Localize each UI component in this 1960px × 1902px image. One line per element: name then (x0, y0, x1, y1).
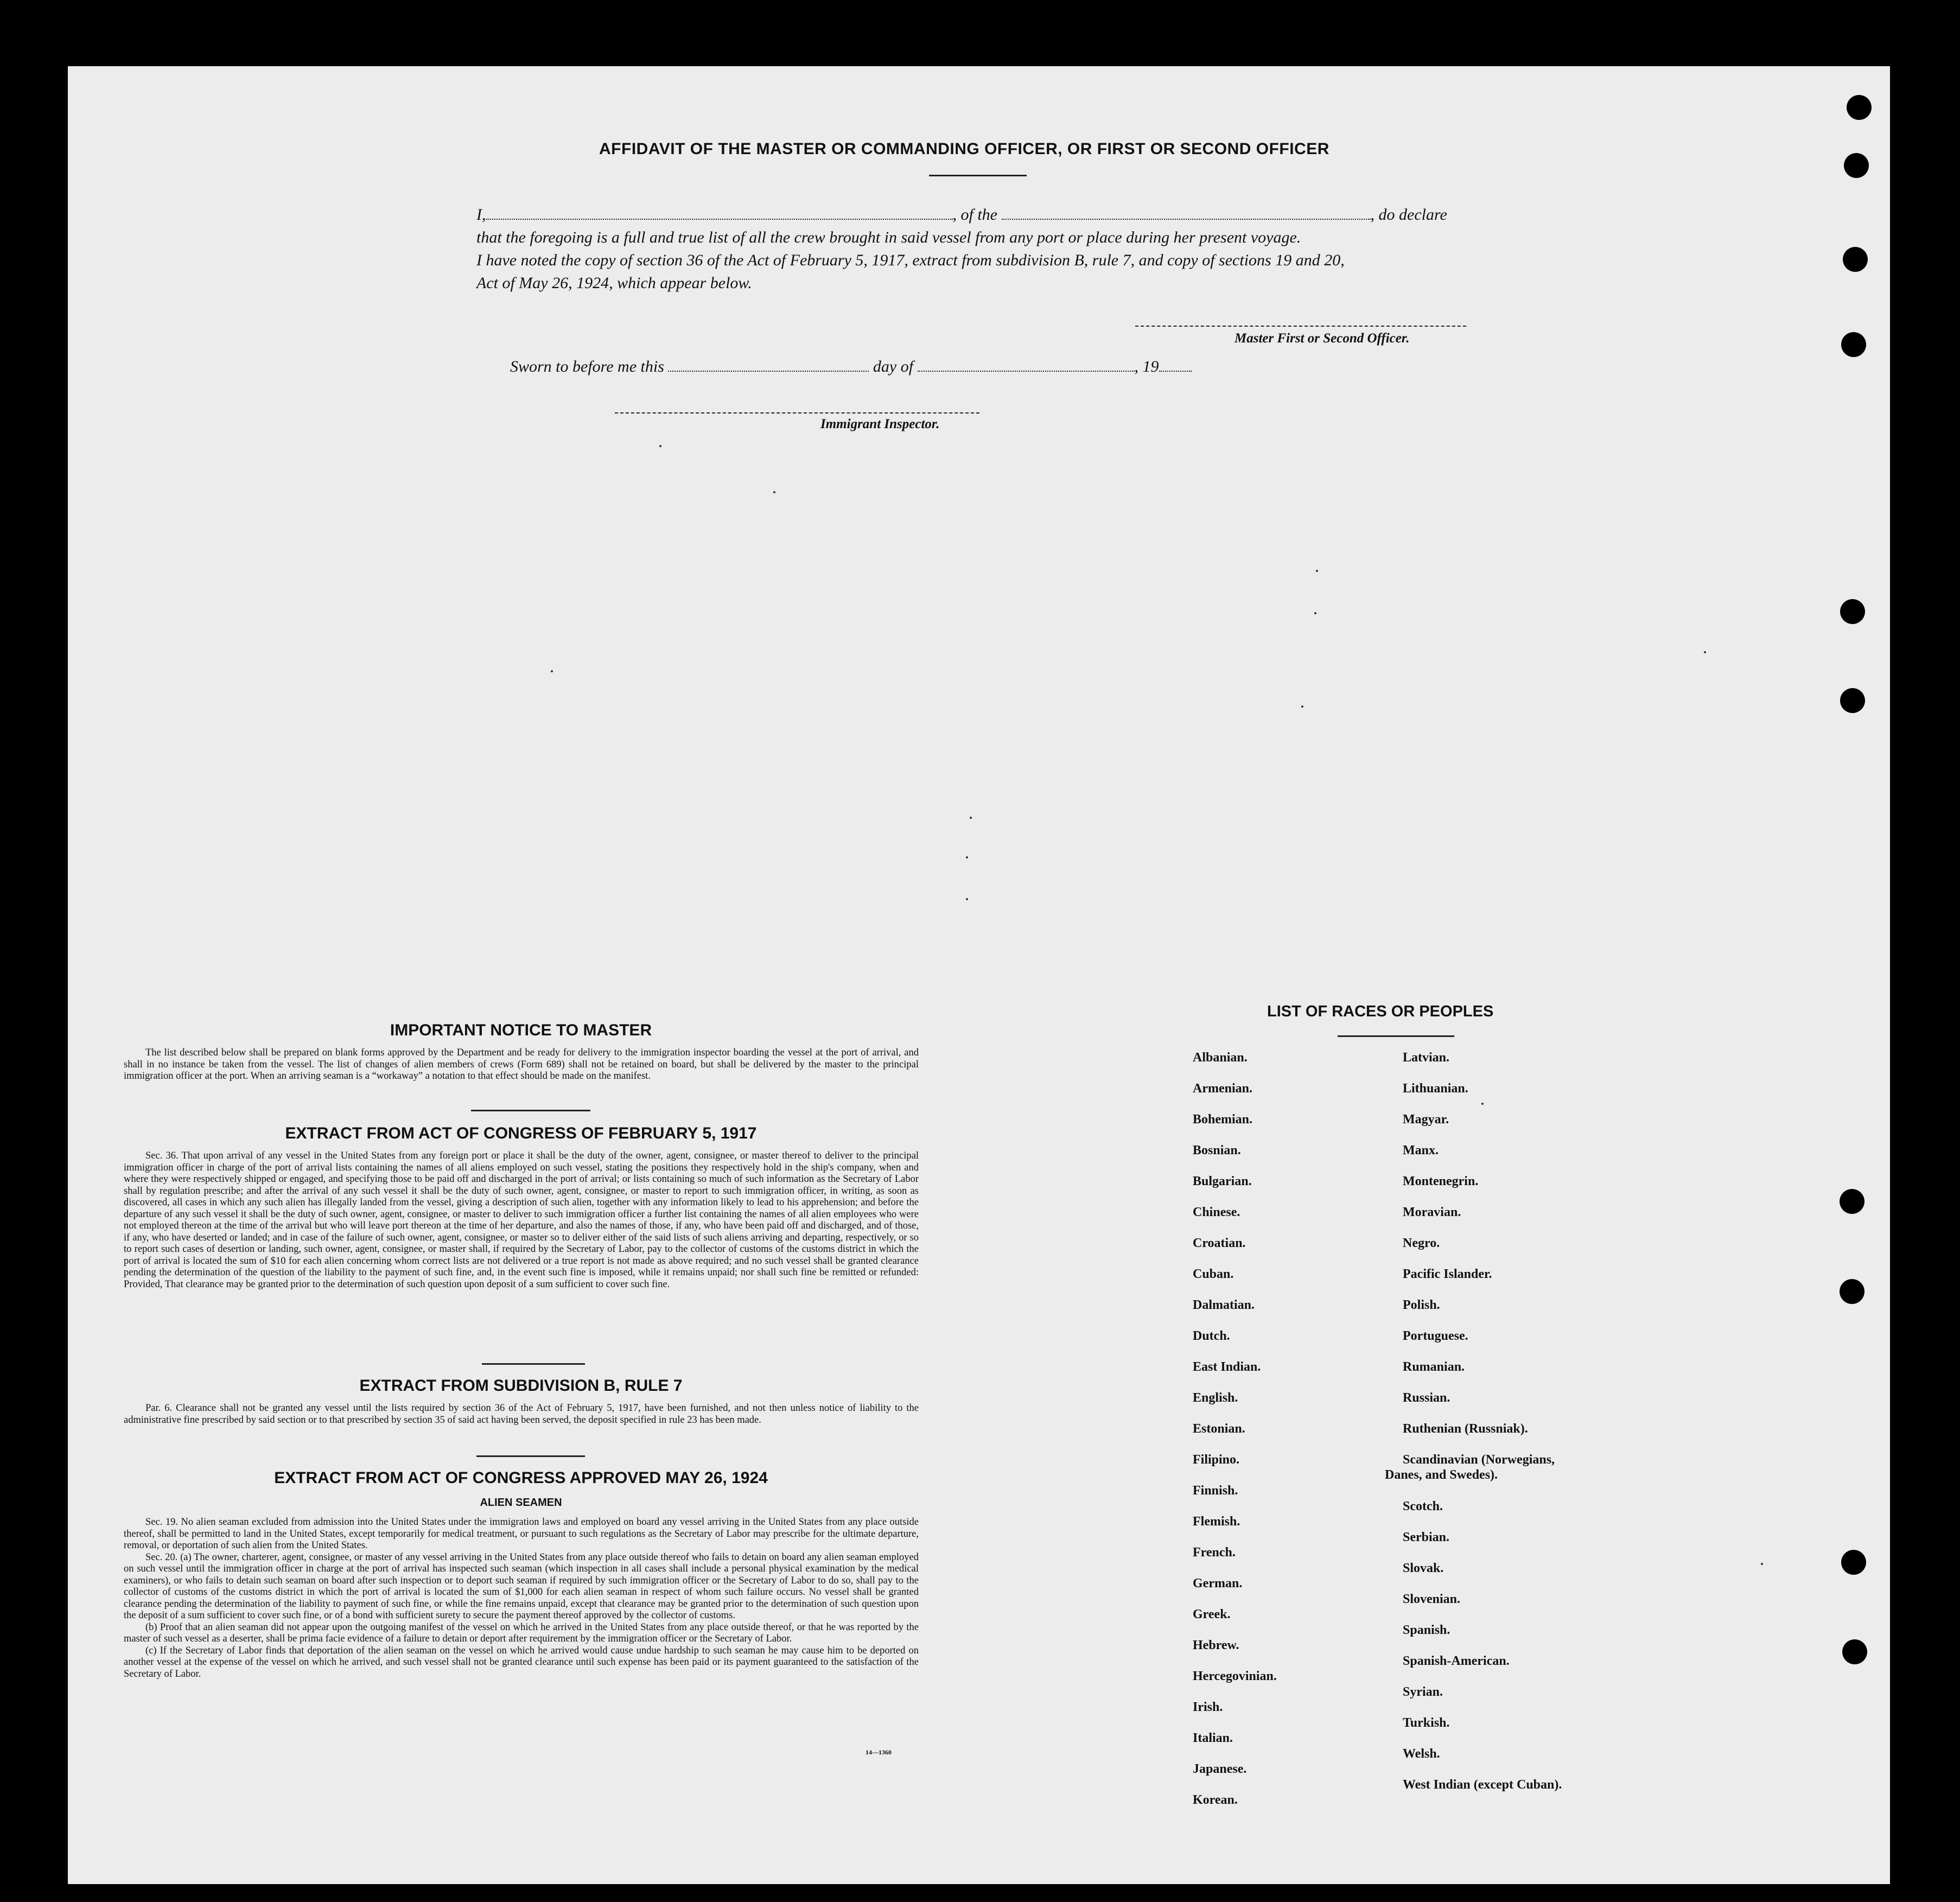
declaration-text: , do declare (1370, 206, 1447, 224)
race-item: Dutch. (1193, 1329, 1230, 1343)
divider (482, 1363, 585, 1365)
scan-speck (773, 491, 775, 493)
race-item: East Indian. (1193, 1360, 1261, 1374)
race-item: Spanish-American. (1403, 1654, 1510, 1668)
sworn-text: day of (873, 358, 914, 376)
sworn-day-blank[interactable] (668, 371, 869, 372)
race-item: Chinese. (1193, 1205, 1240, 1219)
race-item: Polish. (1403, 1298, 1440, 1312)
rule-7-text (124, 1403, 919, 1426)
affidavit-title: AFFIDAVIT OF THE MASTER OR COMMANDING OFFICER, OR FIRST OR SECOND OFFICER (599, 140, 1329, 158)
scan-speck (1314, 612, 1316, 614)
declaration-line-4: Act of May 26, 1924, which appear below. (476, 274, 752, 292)
declaration-line-1 (476, 203, 1486, 226)
race-item: Pacific Islander. (1403, 1267, 1492, 1281)
race-item: Dalmatian. (1193, 1298, 1255, 1312)
scan-speck (966, 856, 968, 858)
declaration-line-3: I have noted the copy of section 36 of the Act of February 5, 1917, extract from subdivision B, rule 7, and copy of sections 19 and 20, (476, 251, 1345, 269)
master-signature-line[interactable] (1135, 326, 1466, 327)
race-item: Moravian. (1403, 1205, 1461, 1219)
race-item: West Indian (except Cuban). (1403, 1778, 1562, 1792)
binder-hole (1843, 247, 1868, 272)
race-item: Syrian. (1403, 1685, 1443, 1699)
binder-hole (1844, 153, 1869, 178)
name-blank[interactable] (486, 219, 953, 220)
extract-1917-title: EXTRACT FROM ACT OF CONGRESS OF FEBRUARY 5, 1917 (285, 1124, 757, 1142)
race-item: Flemish. (1193, 1515, 1240, 1529)
race-item: Scotch. (1403, 1499, 1443, 1513)
sworn-year-blank[interactable] (1159, 371, 1192, 372)
race-item: Ruthenian (Russniak). (1403, 1422, 1528, 1436)
race-item: French. (1193, 1545, 1236, 1560)
race-item: Slovenian. (1403, 1592, 1461, 1606)
race-item: Danes, and Swedes). (1385, 1468, 1498, 1482)
race-item: Irish. (1193, 1700, 1223, 1714)
notice-title: IMPORTANT NOTICE TO MASTER (390, 1021, 652, 1039)
extract-1917-text (124, 1150, 919, 1290)
rule-7-paragraph: Par. 6. Clearance shall not be granted any vessel until the lists required by section 36 of the Act of February 5, 1917, have been furnished, and not then unless notice of liability to the administrative fine prescribed by said section or to that prescribed by section 35 of said act having been served, the deposit specified in rule 23 has been made. (124, 1403, 919, 1426)
race-item: Serbian. (1403, 1530, 1450, 1544)
scan-speck (1481, 1103, 1484, 1105)
race-item: Latvian. (1403, 1051, 1450, 1065)
binder-hole (1840, 599, 1865, 624)
inspector-signature-line[interactable] (615, 412, 979, 414)
divider (929, 175, 1027, 176)
race-item: Welsh. (1403, 1747, 1440, 1761)
race-item: Estonian. (1193, 1422, 1245, 1436)
section-36-paragraph: Sec. 36. That upon arrival of any vessel in the United States from any foreign port or place it shall be the duty of the owner, agent, consignee, or master thereof to deliver to the principal immigration officer in charge of the port of arrival lists containing the names of all aliens employed on such vessel, stating the positions they respectively hold in the ship's company, when and where they were respectively shipped or engaged, and specifying those to be paid off and discharged in the port of arrival; or lists containing so much of such information as the Secretary of Labor shall by regulation prescribe; and after the arrival of any such vessel it shall be the duty of such owner, agent, consignee, or master to report to such immigration officer, in writing, as soon as discovered, all cases in which any such alien has illegally landed from the vessel, giving a description of such alien, together with any information likely to lead to his apprehension; and before the departure of any such vessel it shall be the duty of such owner, agent, consignee, or master to deliver to such immigration officer a further list containing the names of all alien employees who were not employed thereon at the time of the arrival but who will leave port thereon at the time of her departure, and also the names of those, if any, who have been paid off and discharged, and of those, if any, who have deserted or landed; and in case of the failure of such owner, agent, consignee, or master so to deliver either of the said lists of such aliens arriving and departing, respectively, or so to report such cases of desertion or landing, such owner, agent, consignee, or master shall, if required by the Secretary of Labor, pay to the collector of customs of the customs district in which the port of arrival is located the sum of $10 for each alien concerning whom correct lists are not delivered or a true report is not made as above required; and no such vessel shall be granted clearance pending the determination of the question of the liability to the payment of such fine, and, in the event such fine is imposed, while it remains unpaid; nor shall such fine be remitted or refunded: Provided, That clearance may be granted prior to the determination of such question upon deposit of a sum sufficient to cover such fine. (124, 1150, 919, 1290)
race-item: Hercegovinian. (1193, 1669, 1277, 1683)
race-item: Croatian. (1193, 1236, 1246, 1250)
declaration-text: I, (476, 206, 486, 224)
race-item: German. (1193, 1576, 1243, 1591)
section-20c-paragraph: (c) If the Secretary of Labor finds that deportation of the alien seaman on the vessel on which he arrived would cause undue hardship to such seaman he may cause him to be deported on another vessel at the expense of the vessel on which he arrived, and such vessel shall not be granted clearance until such expense has been paid or its payment guaranteed to the satisfaction of the Secretary of Labor. (124, 1645, 919, 1680)
race-item: Armenian. (1193, 1082, 1252, 1096)
sworn-month-blank[interactable] (918, 371, 1135, 372)
notice-paragraph: The list described below shall be prepared on blank forms approved by the Department and be ready for delivery to the immigration inspector boarding the vessel at the port of arrival, and shall in no instance be taken from the vessel. The list of changes of alien members of crews (Form 689) shall not be retained on board, but shall be delivered by the master to the principal immigration officer at the port. When an arriving seaman is a “workaway” a notation to that effect should be made on the manifest. (124, 1047, 919, 1082)
scan-speck (551, 670, 553, 672)
sworn-line (510, 355, 1270, 378)
sworn-text: Sworn to before me this (510, 358, 664, 376)
race-item: Finnish. (1193, 1484, 1238, 1498)
race-item: Manx. (1403, 1143, 1439, 1157)
binder-hole (1841, 1550, 1866, 1575)
scan-speck (1761, 1563, 1763, 1565)
extract-1924-title: EXTRACT FROM ACT OF CONGRESS APPROVED MAY 26, 1924 (274, 1469, 768, 1487)
section-20a-paragraph: Sec. 20. (a) The owner, charterer, agent, consignee, or master of any vessel arriving in the United States from any place outside thereof who fails to detain on board any alien seaman employed on such vessel until the immigration officer in charge at the port of arrival has inspected such seaman (which inspection in all cases shall include a personal physical examination by the medical examiners), or who fails to detain such seaman on board after such inspection or to deport such seaman if required by such immigration officer or the Secretary of Labor to do so, shall pay to the collector of customs of the customs district in which the port of arrival is located the sum of $1,000 for each alien seaman in respect of whom such failure occurs. No vessel shall be granted clearance pending the determination of the liability to payment of such fine, or while the fine remains unpaid, except that clearance may be granted prior to the determination of such question upon the deposit of a sum sufficient to cover such fine, or of a bond with sufficient surety to secure the payment thereof approved by the collector of customs. (124, 1551, 919, 1621)
race-item: Albanian. (1193, 1051, 1248, 1065)
scan-speck (1316, 570, 1318, 572)
race-item: Filipino. (1193, 1453, 1240, 1467)
race-item: Spanish. (1403, 1623, 1450, 1637)
binder-hole (1840, 1279, 1864, 1304)
section-20b-paragraph: (b) Proof that an alien seaman did not appear upon the outgoing manifest of the vessel on which he arrived in the United States from any place outside thereof, or that he was reported by the master of such vessel as a deserter, shall be prima facie evidence of a failure to detain or deport after requirement by the immigration officer or the Secretary of Labor. (124, 1621, 919, 1644)
race-item: Rumanian. (1403, 1360, 1465, 1374)
race-item: Bulgarian. (1193, 1174, 1252, 1188)
master-signature-label: Master First or Second Officer. (1234, 331, 1410, 346)
race-item: Hebrew. (1193, 1638, 1239, 1652)
race-item: Greek. (1193, 1607, 1231, 1621)
divider (471, 1110, 590, 1111)
sworn-text: , 19 (1134, 358, 1159, 376)
race-item: Japanese. (1193, 1762, 1247, 1776)
race-item: Cuban. (1193, 1267, 1234, 1281)
races-title: LIST OF RACES OR PEOPLES (1267, 1003, 1494, 1020)
binder-hole (1840, 1189, 1864, 1214)
race-item: Korean. (1193, 1793, 1238, 1807)
extract-1924-text (124, 1517, 919, 1680)
inspector-signature-label: Immigrant Inspector. (820, 417, 940, 431)
scan-speck (659, 445, 661, 447)
race-item: Negro. (1403, 1236, 1440, 1250)
race-item: Magyar. (1403, 1112, 1449, 1127)
divider (476, 1455, 585, 1457)
vessel-blank[interactable] (1002, 219, 1371, 220)
section-19-paragraph: Sec. 19. No alien seaman excluded from admission into the United States under the immigration laws and employed on board any vessel arriving in the United States from any place outside thereof, shall be permitted to land in the United States, except temporarily for medical treatment, or pursuant to such regulations as the Secretary of Labor may prescribe for the ultimate departure, removal, or deportation of such alien from the United States. (124, 1517, 919, 1551)
notice-text (124, 1047, 919, 1083)
binder-hole (1841, 332, 1866, 357)
alien-seamen-subtitle: ALIEN SEAMEN (480, 1497, 562, 1509)
divider (1338, 1035, 1454, 1037)
scan-speck (966, 898, 968, 900)
race-item: Scandinavian (Norwegians, (1403, 1453, 1555, 1467)
race-item: English. (1193, 1391, 1238, 1405)
race-item: Slovak. (1403, 1561, 1444, 1575)
race-item: Lithuanian. (1403, 1082, 1468, 1096)
race-item: Bosnian. (1193, 1143, 1241, 1157)
race-item: Turkish. (1403, 1716, 1450, 1730)
scan-speck (1301, 705, 1303, 708)
declaration-line-2: that the foregoing is a full and true list of all the crew brought in said vessel from any port or place during her present voyage. (476, 228, 1301, 246)
race-item: Montenegrin. (1403, 1174, 1479, 1188)
rule-7-title: EXTRACT FROM SUBDIVISION B, RULE 7 (359, 1377, 683, 1395)
scan-speck (970, 817, 972, 819)
binder-hole (1842, 1639, 1867, 1664)
scan-speck (1704, 651, 1706, 653)
binder-hole (1840, 688, 1865, 713)
race-item: Italian. (1193, 1731, 1233, 1745)
binder-hole (1847, 95, 1872, 120)
race-item: Portuguese. (1403, 1329, 1468, 1343)
form-number: 14—1360 (866, 1748, 892, 1756)
declaration-text: , of the (952, 206, 997, 224)
race-item: Bohemian. (1193, 1112, 1253, 1127)
race-item: Russian. (1403, 1391, 1450, 1405)
